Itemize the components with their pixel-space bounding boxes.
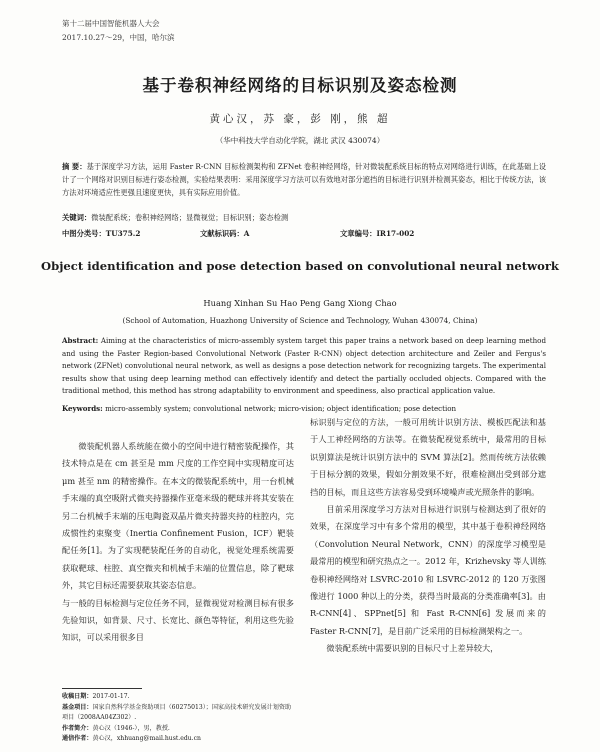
clc-label: 中图分类号： bbox=[62, 229, 106, 238]
affiliation-chinese: （华中科技大学自动化学院，湖北 武汉 430074） bbox=[215, 136, 385, 145]
title-english: Object identification and pose detection based on convolutional neural network bbox=[41, 259, 559, 273]
clc-number bbox=[62, 229, 140, 239]
keywords-chinese bbox=[62, 213, 546, 223]
fund-label: 基金项目： bbox=[62, 703, 93, 711]
authors-chinese: 黄心汉，苏 豪，彭 刚，熊 超 bbox=[209, 113, 391, 125]
abstract-english bbox=[62, 335, 546, 398]
keywords-label-cn: 关键词： bbox=[62, 213, 92, 222]
body-paragraph: 微装配机器人系统能在微小的空间中进行精密装配操作，其技术特点是在 cm 甚至是 mm 尺度的工作空间中实现精度可达 μm 甚至 nm 的精密操作。在本文的微装配系统中，用一台机械手末端的真空吸附式微夹持器操作亚毫米级的靶球并将其安装在另二台机械手末端的压电陶瓷双晶片微夹持器夹持的柱腔内，完成惯性约束聚变（Inertia Confinement Fusion，ICF）靶装配任务[1]。为了实现靶装配任务的自动化，视觉处理系统需要获取靶球、柱腔、真空微夹和机械手末端的位置信息，除了靶球外，其它目标还需要获取其姿态信息。 bbox=[62, 441, 294, 591]
keywords-text-en: micro-assembly system; convolutional network; micro-vision; object identification; pose detection bbox=[105, 404, 457, 413]
title-chinese: 基于卷积神经网络的目标识别及姿态检测 bbox=[142, 76, 458, 95]
abstract-label-en: Abstract: bbox=[62, 336, 99, 345]
author-bio-label: 作者简介： bbox=[62, 724, 93, 732]
document-code-value: A bbox=[243, 229, 250, 238]
author-bio: 黄心汉（1946-），男，教授. bbox=[92, 724, 170, 732]
affiliation-english: (School of Automation, Huazhong University of Science and Technology, Wuhan 430074, China) bbox=[122, 316, 478, 325]
conference-date-location: 2017.10.27～29，中国，哈尔滨 bbox=[62, 33, 175, 42]
abstract-text-cn: 基于深度学习方法，运用 Faster R-CNN 目标检测架构和 ZFNet 卷积神经网络，针对微装配系统目标的特点对网络进行训练，在此基础上设计了一个网络对识别目标进行姿态检测，实验结果表明：采用深度学习方法可以有效地对部分遮挡的目标进行识别并检测其姿态，相比于传统方法，该方法对环境适应性更强且速度更快，具有实际应用价值。 bbox=[62, 162, 546, 198]
received-date: 2017-01-17. bbox=[92, 693, 130, 700]
body-paragraph: 与一般的目标检测与定位任务不同，显微视觉对检测目标有很多先验知识，如背景、尺寸、长宽比、颜色等特征，利用这些先验知识，可以采用很多目 bbox=[62, 597, 294, 643]
corresponding-label: 通信作者： bbox=[62, 735, 93, 743]
keywords-label-en: Keywords: bbox=[62, 404, 103, 413]
keywords-text-cn: 微装配系统；卷积神经网络；显微视觉；目标识别；姿态检测 bbox=[91, 213, 289, 222]
fund-text: 国家自然科学基金资助项目（60275013）；国家高技术研究发展计划资助项目（2008AA04Z302）. bbox=[62, 703, 292, 722]
authors-english: Huang Xinhan Su Hao Peng Gang Xiong Chao bbox=[203, 298, 397, 308]
body-paragraph: 微装配系统中需要识别的目标尺寸上差异较大， bbox=[326, 643, 499, 654]
received-label: 收稿日期： bbox=[62, 693, 93, 700]
body-paragraph: 目前采用深度学习方法对目标进行识别与检测达到了很好的效果，在深度学习中有多个常用的模型，其中基于卷积神经网络（Convolution Neural Network，CNN）的深度学习模型是最常用的模型和研究热点之一。2012 年，Krizhevsky 等人训练卷积神经网络对 LSVRC-2010 和 LSVRC-2012 的 120 万张图像进行 1000 种以上的分类，获得当时最高的分类准确率[3]。由 R-CNN[4]、SPPnet[5] 和 Fast R-CNN[6] 发展而来的 Faster R-CNN[7]，是目前广泛采用的目标检测架构之一。 bbox=[310, 504, 546, 636]
footnote-divider bbox=[62, 688, 142, 689]
document-code bbox=[200, 229, 249, 239]
article-number-value: IR17-002 bbox=[376, 229, 415, 238]
conference-name: 第十二届中国智能机器人大会 bbox=[62, 19, 160, 28]
body-paragraph: 标识别与定位的方法，一般可用统计识别方法、模板匹配法和基于人工神经网络的方法等。在微装配视觉系统中，最常用的目标识别算法是统计识别方法中的 SVM 算法[2]。然而传统方法依赖于目标分割的效果，假如分割效果不好，很难检测出受到部分遮挡的目标，而且这些方法容易受到环境噪声或光照条件的影响。 bbox=[310, 417, 546, 497]
body-right-column bbox=[310, 414, 546, 658]
clc-value: TU375.2 bbox=[105, 229, 141, 238]
body-left-column bbox=[62, 438, 294, 647]
footnote bbox=[62, 692, 294, 745]
abstract-text-en: Aiming at the characteristics of micro-assembly system target this paper trains a network based on deep learning method and using the Faster Region-based Convolutional Network (Faster R-CNN) object detection architecture and Zeiler and Fergus's network (ZFNet) convolutional neural network, as well as designs a pose detection network for recognizing targets. The experimental results show that using deep learning method can effectively identify and detect the partially occluded objects. Compared with the traditional method, this method has strong adaptability to environment and speediness, also practical application value. bbox=[62, 336, 546, 396]
abstract-chinese bbox=[62, 160, 546, 200]
abstract-label-cn: 摘 要： bbox=[62, 162, 87, 171]
corresponding-email: 黄心汉，xhhuang@mail.hust.edu.cn bbox=[92, 735, 201, 743]
keywords-english bbox=[62, 404, 546, 413]
article-number-label: 文章编号： bbox=[340, 229, 377, 238]
document-code-label: 文献标识码： bbox=[200, 229, 244, 238]
article-number bbox=[340, 229, 414, 239]
